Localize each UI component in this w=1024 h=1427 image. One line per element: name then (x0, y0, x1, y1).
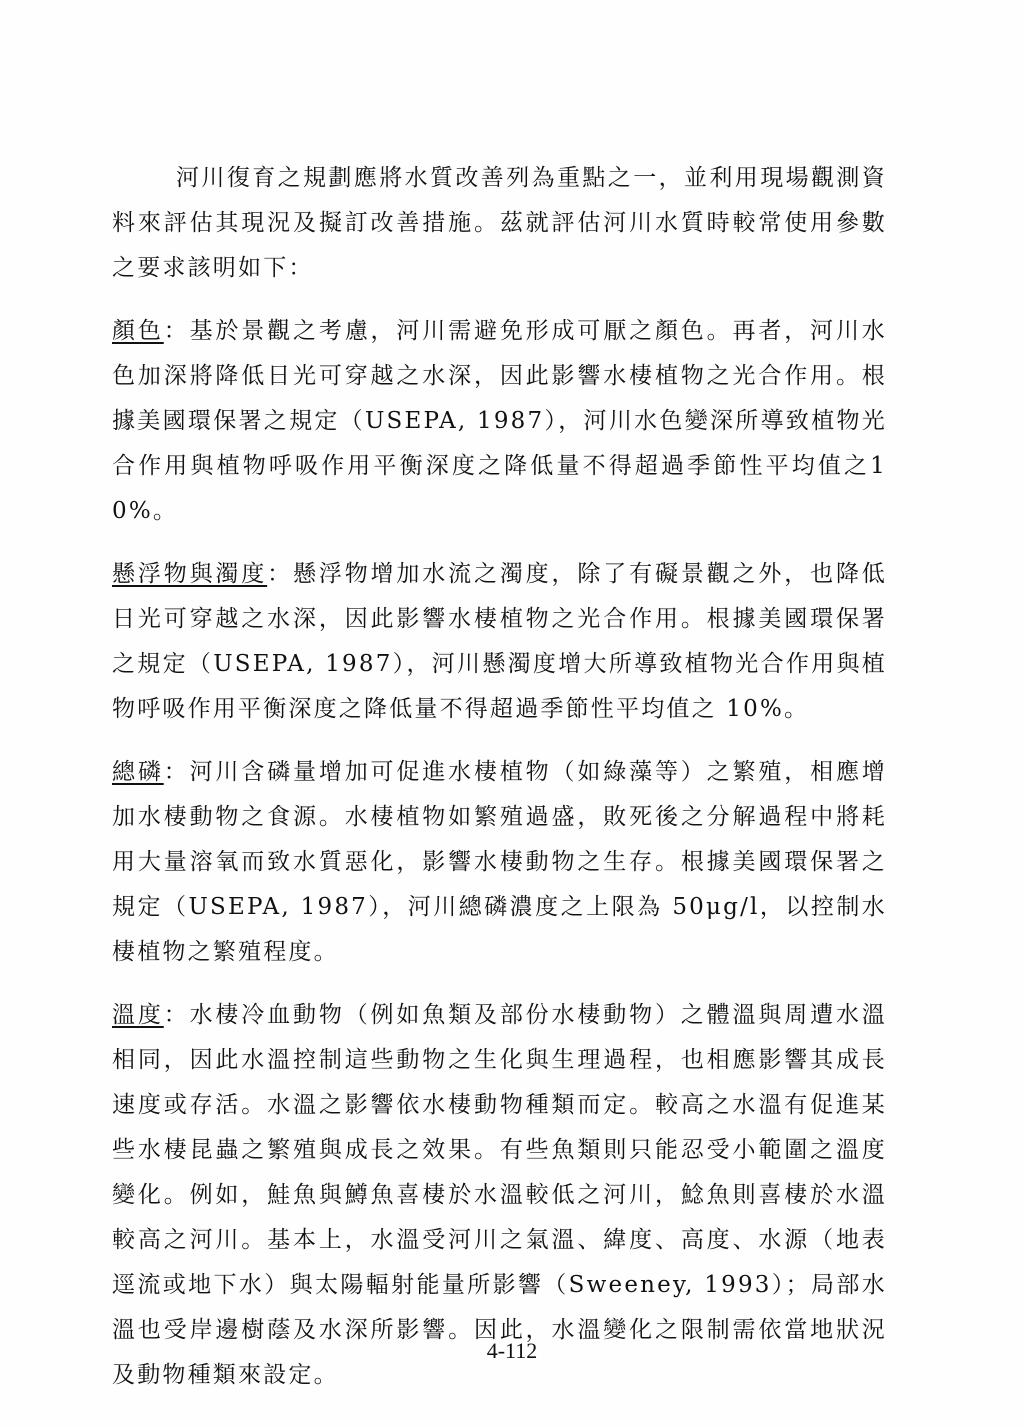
term-temperature: 溫度 (112, 1002, 164, 1028)
term-turbidity: 懸浮物與濁度 (112, 561, 268, 587)
section-temperature-body: ：水棲冷血動物（例如魚類及部份水棲動物）之體溫與周遭水溫相同，因此水溫控制這些動物之生化與生理過程，也相應影響其成長速度或存活。水溫之影響依水棲動物種類而定。較高之水溫有促進某些水棲昆蟲之繁殖與成長之效果。有些魚類則只能忍受小範圍之溫度變化。例如，鮭魚與鱒魚喜棲於水溫較低之河川，鯰魚則喜棲於水溫較高之河川。基本上，水溫受河川之氣溫、緯度、高度、水源（地表逕流或地下水）與太陽輻射能量所影響（Sweeney, 1993）；局部水溫也受岸邊樹蔭及水深所影響。因此，水溫變化之限制需依當地狀況及動物種類來設定。 (112, 1002, 887, 1388)
section-turbidity-body: ：懸浮物增加水流之濁度，除了有礙景觀之外，也降低日光可穿越之水深，因此影響水棲植物之光合作用。根據美國環保署之規定（USEPA, 1987），河川懸濁度增大所導致植物光合作用與植物呼吸作用平衡深度之降低量不得超過季節性平均值之 10%。 (112, 561, 887, 722)
section-phosphorus (112, 750, 887, 975)
intro-paragraph: 河川復育之規劃應將水質改善列為重點之一，並利用現場觀測資料來評估其現況及擬訂改善措施。茲就評估河川水質時較常使用參數之要求該明如下： (112, 165, 887, 281)
document-body (112, 156, 887, 1398)
paragraph-spacer (112, 732, 887, 750)
section-turbidity (112, 552, 887, 732)
paragraph-spacer (112, 291, 887, 309)
paragraph-spacer (112, 534, 887, 552)
section-color (112, 309, 887, 534)
term-color: 顏色 (112, 318, 164, 344)
section-phosphorus-body: ：河川含磷量增加可促進水棲植物（如綠藻等）之繁殖，相應增加水棲動物之食源。水棲植物如繁殖過盛，敗死後之分解過程中將耗用大量溶氧而致水質惡化，影響水棲動物之生存。根據美國環保署之規定（USEPA, 1987），河川總磷濃度之上限為 50μg/l，以控制水棲植物之繁殖程度。 (112, 759, 887, 965)
section-color-body: ：基於景觀之考慮，河川需避免形成可厭之顏色。再者，河川水色加深將降低日光可穿越之水深，因此影響水棲植物之光合作用。根據美國環保署之規定（USEPA, 1987），河川水色變深所導致植物光合作用與植物呼吸作用平衡深度之降低量不得超過季節性平均值之10%。 (112, 318, 887, 524)
paragraph-spacer (112, 975, 887, 993)
page-number: 4-112 (486, 1338, 538, 1363)
term-phosphorus: 總磷 (112, 759, 164, 785)
